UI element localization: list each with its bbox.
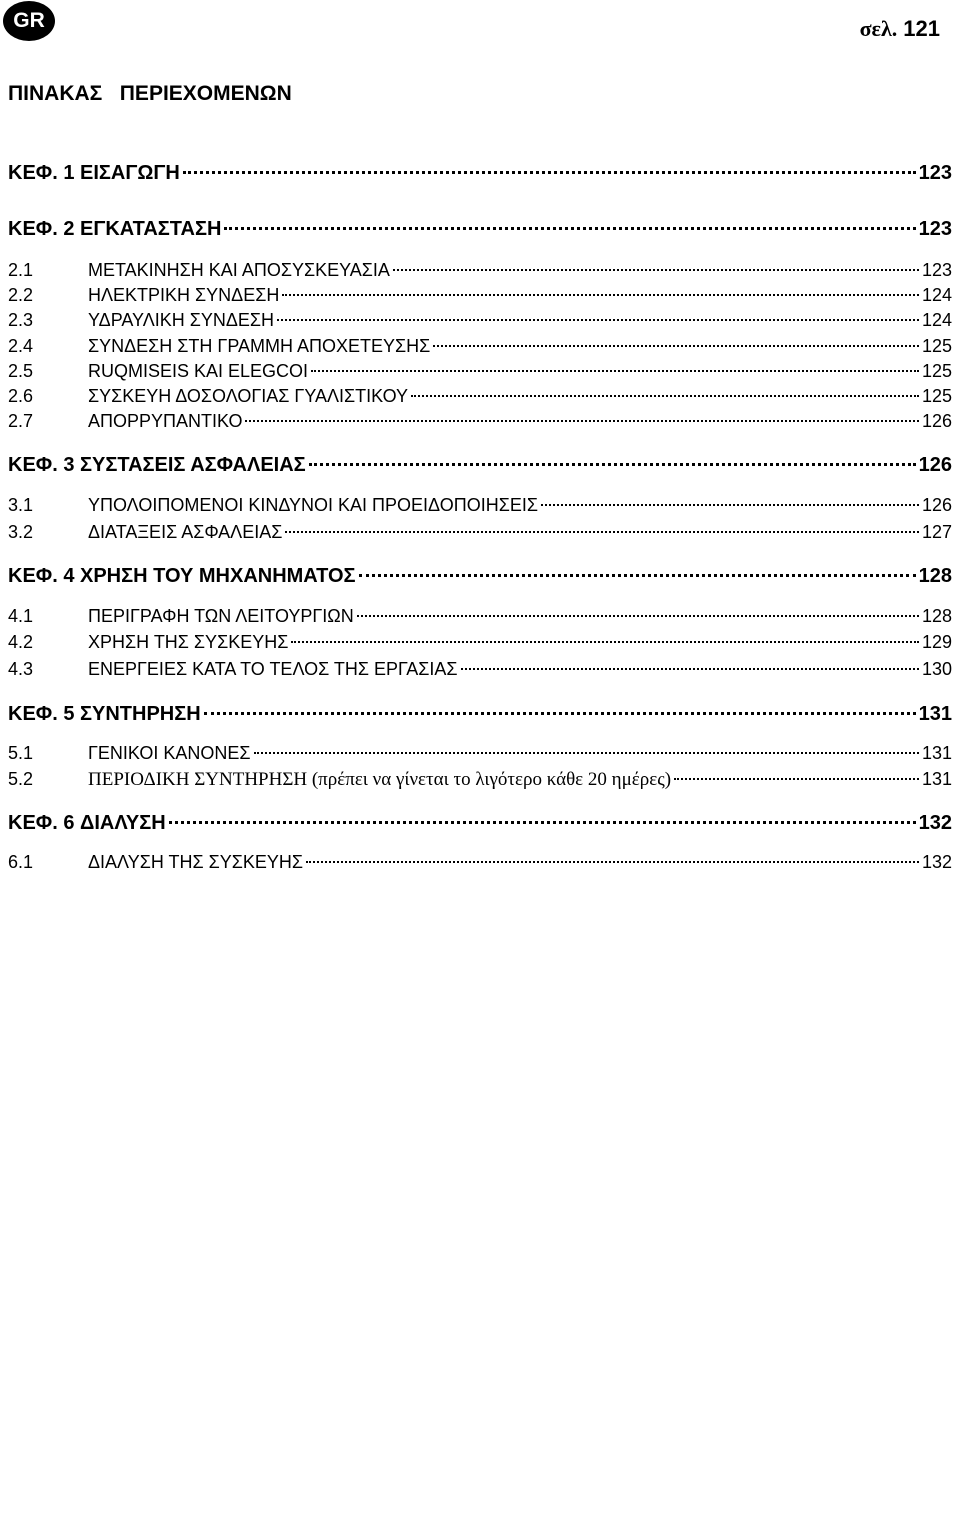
toc-chapter-6[interactable]	[8, 812, 952, 838]
toc-entry-title: ΔΙΑΛΥΣΗ ΤΗΣ ΣΥΣΚΕΥΗΣ	[88, 852, 304, 872]
toc-chapter-1[interactable]	[8, 162, 952, 188]
dot-leader	[393, 269, 919, 271]
toc-entry-title: ΓΕΝΙΚΟΙ ΚΑΝΟΝΕΣ	[88, 743, 251, 763]
dot-leader	[461, 668, 919, 670]
dot-leader	[309, 463, 916, 466]
dot-leader	[291, 641, 919, 643]
toc-entry-page: 131	[918, 703, 952, 725]
toc-entry-page: 123	[918, 218, 952, 240]
toc-entry-number: ΚΕΦ. 6	[8, 812, 75, 834]
toc-title: ΠΙΝΑΚΑΣ ΠΕΡΙΕΧΟΜΕΝΩΝ	[8, 82, 292, 105]
toc-entry-title: ΕΓΚΑΤΑΣΤΑΣΗ	[80, 218, 222, 240]
toc-entry-title: ΣΥΣΚΕΥΗ ΔΟΣΟΛΟΓΙΑΣ ΓΥΑΛΙΣΤΙΚΟΥ	[88, 386, 409, 406]
toc-chapter-5[interactable]	[8, 703, 952, 729]
toc-entry-number: 4.1	[8, 606, 34, 626]
dot-leader	[282, 294, 919, 296]
toc-entry-page: 130	[921, 659, 952, 679]
dot-leader	[674, 778, 919, 780]
dot-leader	[359, 574, 916, 577]
toc-entry-page: 124	[921, 285, 952, 305]
dot-leader	[245, 420, 918, 422]
toc-entry-number: ΚΕΦ. 1	[8, 162, 75, 184]
toc-entry-title: ΕΝΕΡΓΕΙΕΣ ΚΑΤΑ ΤΟ ΤΕΛΟΣ ΤΗΣ ΕΡΓΑΣΙΑΣ	[88, 659, 458, 679]
toc-entry-number: 2.6	[8, 386, 34, 406]
toc-chapter-4[interactable]	[8, 565, 952, 591]
toc-section-4-2[interactable]	[8, 632, 952, 658]
toc-section-2-2[interactable]	[8, 285, 952, 311]
toc-entry-page: 123	[921, 260, 952, 280]
toc-entry-number: 2.3	[8, 310, 34, 330]
toc-entry-page: 125	[921, 386, 952, 406]
page-number	[860, 16, 940, 42]
toc-entry-page: 126	[921, 411, 952, 431]
toc-section-4-3[interactable]	[8, 659, 952, 685]
dot-leader	[306, 861, 919, 863]
toc-entry-title: ΣΥΝΔΕΣΗ ΣΤΗ ΓΡΑΜΜΗ ΑΠΟΧΕΤΕΥΣΗΣ	[88, 336, 431, 356]
dot-leader	[169, 821, 916, 824]
dot-leader	[311, 370, 919, 372]
toc-entry-page: 127	[921, 522, 952, 542]
toc-entry-page: 126	[918, 454, 952, 476]
dot-leader	[224, 227, 915, 230]
toc-section-2-5[interactable]	[8, 361, 952, 387]
toc-section-2-4[interactable]	[8, 336, 952, 362]
toc-entry-title: ΗΛΕΚΤΡΙΚΗ ΣΥΝΔΕΣΗ	[88, 285, 280, 305]
dot-leader	[541, 504, 919, 506]
toc-entry-title: ΧΡΗΣΗ ΤΟΥ ΜΗΧΑΝΗΜΑΤΟΣ	[80, 565, 356, 587]
toc-chapter-3[interactable]	[8, 454, 952, 480]
dot-leader	[277, 319, 919, 321]
toc-entry-number: 4.2	[8, 632, 34, 652]
toc-entry-page: 123	[918, 162, 952, 184]
toc-entry-number: 2.2	[8, 285, 34, 305]
toc-section-6-1[interactable]	[8, 852, 952, 878]
page-label: σελ.	[859, 16, 898, 41]
toc-entry-number: ΚΕΦ. 3	[8, 454, 75, 476]
toc-entry-page: 124	[921, 310, 952, 330]
toc-entry-number: ΚΕΦ. 2	[8, 218, 75, 240]
dot-leader	[433, 345, 919, 347]
dot-leader	[357, 615, 919, 617]
language-badge: GR	[3, 1, 55, 41]
toc-entry-number: 4.3	[8, 659, 34, 679]
toc-section-5-1[interactable]	[8, 743, 952, 769]
dot-leader	[254, 752, 919, 754]
toc-entry-page: 125	[921, 361, 952, 381]
toc-entry-page: 131	[921, 769, 952, 789]
toc-entry-number: 2.1	[8, 260, 34, 280]
dot-leader	[183, 171, 916, 174]
toc-entry-number: 5.1	[8, 743, 34, 763]
toc-entry-page: 129	[921, 632, 952, 652]
toc-entry-page: 132	[918, 812, 952, 834]
toc-section-4-1[interactable]	[8, 606, 952, 632]
toc-entry-number: 2.4	[8, 336, 34, 356]
toc-entry-title: ΣΥΝΤΗΡΗΣΗ	[80, 703, 201, 725]
toc-entry-number: 5.2	[8, 769, 34, 789]
toc-entry-number: 2.5	[8, 361, 34, 381]
toc-entry-title: ΠΕΡΙΟΔΙΚΗ ΣΥΝΤΗΡΗΣΗ (πρέπει να γίνεται το λιγότερο κάθε 20 ημέρες)	[88, 769, 672, 790]
toc-entry-page: 128	[921, 606, 952, 626]
toc-entry-page: 132	[921, 852, 952, 872]
toc-entry-number: ΚΕΦ. 5	[8, 703, 75, 725]
toc-entry-page: 128	[918, 565, 952, 587]
toc-entry-title: ΔΙΑΤΑΞΕΙΣ ΑΣΦΑΛΕΙΑΣ	[88, 522, 283, 542]
toc-section-2-7[interactable]	[8, 411, 952, 437]
toc-entry-title: ΥΔΡΑΥΛΙΚΗ ΣΥΝΔΕΣΗ	[88, 310, 275, 330]
page-number-value: 121	[903, 16, 940, 41]
dot-leader	[411, 395, 919, 397]
dot-leader	[285, 531, 919, 533]
toc-entry-page: 131	[921, 743, 952, 763]
toc-entry-number: 2.7	[8, 411, 34, 431]
toc-section-2-3[interactable]	[8, 310, 952, 336]
toc-entry-title: ΔΙΑΛΥΣΗ	[80, 812, 166, 834]
toc-entry-number: 3.1	[8, 495, 34, 515]
toc-entry-number: 3.2	[8, 522, 34, 542]
toc-entry-title: ΑΠΟΡΡΥΠΑΝΤΙΚΟ	[88, 411, 243, 431]
toc-entry-title: ΣΥΣΤΑΣΕΙΣ ΑΣΦΑΛΕΙΑΣ	[80, 454, 306, 476]
toc-entry-number: ΚΕΦ. 4	[8, 565, 75, 587]
toc-entry-title: ΠΕΡΙΓΡΑΦΗ ΤΩΝ ΛΕΙΤΟΥΡΓΙΩΝ	[88, 606, 354, 626]
toc-entry-title: RUQMISEIS KAI ELEGCOI	[88, 361, 309, 381]
toc-entry-title: ΧΡΗΣΗ ΤΗΣ ΣΥΣΚΕΥΗΣ	[88, 632, 289, 652]
dot-leader	[204, 712, 916, 715]
toc-entry-title: ΥΠΟΛΟΙΠΟΜΕΝΟΙ ΚΙΝΔΥΝΟΙ ΚΑΙ ΠΡΟΕΙΔΟΠΟΙΗΣΕΙΣ	[88, 495, 538, 515]
toc-section-3-1[interactable]	[8, 495, 952, 521]
toc-entry-title: ΕΙΣΑΓΩΓΗ	[80, 162, 180, 184]
toc-section-2-6[interactable]	[8, 386, 952, 412]
toc-chapter-2[interactable]	[8, 218, 952, 244]
toc-section-2-1[interactable]	[8, 260, 952, 286]
toc-entry-page: 126	[921, 495, 952, 515]
toc-section-5-2[interactable]	[8, 769, 952, 795]
toc-entry-number: 6.1	[8, 852, 34, 872]
toc-section-3-2[interactable]	[8, 522, 952, 548]
toc-entry-title: ΜΕΤΑΚΙΝΗΣΗ ΚΑΙ ΑΠΟΣΥΣΚΕΥΑΣΙΑ	[88, 260, 390, 280]
toc-entry-page: 125	[921, 336, 952, 356]
